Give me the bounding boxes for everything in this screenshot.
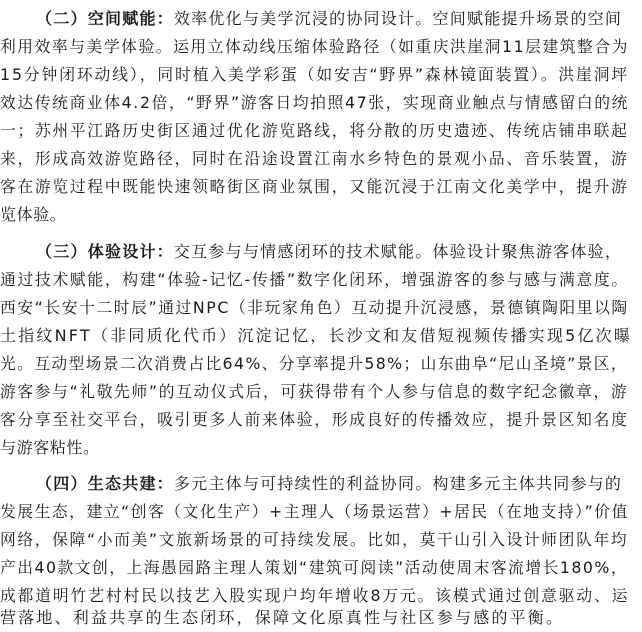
paragraph-first-line — [36, 5, 622, 33]
section-heading: （二）空间赋能： — [36, 9, 174, 28]
text-line: 光。互动型场景二次消费占比64%、分享率提升58%；山东曲阜“尼山圣境”景区， — [0, 354, 629, 373]
text-line: 发展生态，建立“创客（文化生产）+主理人（场景运营）+居民（在地支持）”价值 — [0, 502, 629, 521]
paragraph-first-line — [36, 238, 622, 266]
section-heading: （三）体验设计： — [36, 242, 174, 261]
text-line: 游客参与“礼敬先师”的互动仪式后，可获得带有个人参与信息的数字纪念徽章，游 — [0, 382, 629, 401]
paragraph-first-line — [36, 470, 622, 498]
text-line: 交互参与与情感闭环的技术赋能。体验设计聚焦游客体验， — [173, 242, 623, 261]
text-line: 来，形成高效游览路径，同时在沿途设置江南水乡特色的景观小品、音乐装置，游 — [0, 149, 629, 168]
text-line: 成都道明竹艺村村民以技艺入股实现户均年增收8万元。该模式通过创意驱动、运 — [0, 586, 630, 605]
text-line: 利用效率与美学体验。运用立体动线压缩体验路径（如重庆洪崖洞11层建筑整合为 — [0, 37, 630, 56]
text-line: 通过技术赋能，构建“体验-记忆-传播”数字化闭环，增强游客的参与感与满意度。 — [0, 270, 629, 289]
text-line: 产出40款文创，上海愚园路主理人策划“建筑可阅读”活动使周末客流增长180%， — [0, 558, 629, 577]
text-line: 15分钟闭环动线），同时植入美学彩蛋（如安吉“野界”森林镜面装置）。洪崖洞坪 — [0, 65, 630, 84]
text-line: 效达传统商业体4.2倍，“野界”游客日均拍照47张，实现商业触点与情感留白的统 — [0, 93, 629, 112]
text-line: 营落地、利益共享的生态闭环，保障文化原真性与社区参与感的平衡。 — [0, 608, 565, 627]
text-line: 土指纹NFT（非同质化代币）沉淀记忆，长沙文和友借短视频传播实现5亿次曝 — [0, 326, 633, 345]
text-line: 效率优化与美学沉浸的协同设计。空间赋能提升场景的空间 — [173, 9, 623, 28]
text-line: 一；苏州平江路历史街区通过优化游览路线，将分散的历史遗迹、传统店铺串联起 — [0, 121, 629, 140]
text-line: 客在游览过程中既能快速领略街区商业氛围，又能沉浸于江南文化美学中，提升游 — [0, 177, 629, 196]
text-line: 多元主体与可持续性的利益协同。构建多元主体共同参与的 — [173, 474, 623, 493]
text-line: 客分享至社交平台，吸引更多人前来体验，形成良好的传播效应，提升景区知名度 — [0, 410, 629, 429]
text-line: 览体验。 — [0, 205, 67, 224]
section-heading: （四）生态共建： — [36, 474, 174, 493]
text-line: 与游客粘性。 — [0, 438, 100, 457]
text-line: 网络，保障“小而美”文旅新场景的可持续发展。比如，莫干山引入设计师团队年均 — [0, 530, 629, 549]
text-line: 西安“长安十二时辰”通过NPC（非玩家角色）互动提升沉浸感，景德镇陶阳里以陶 — [0, 298, 629, 317]
